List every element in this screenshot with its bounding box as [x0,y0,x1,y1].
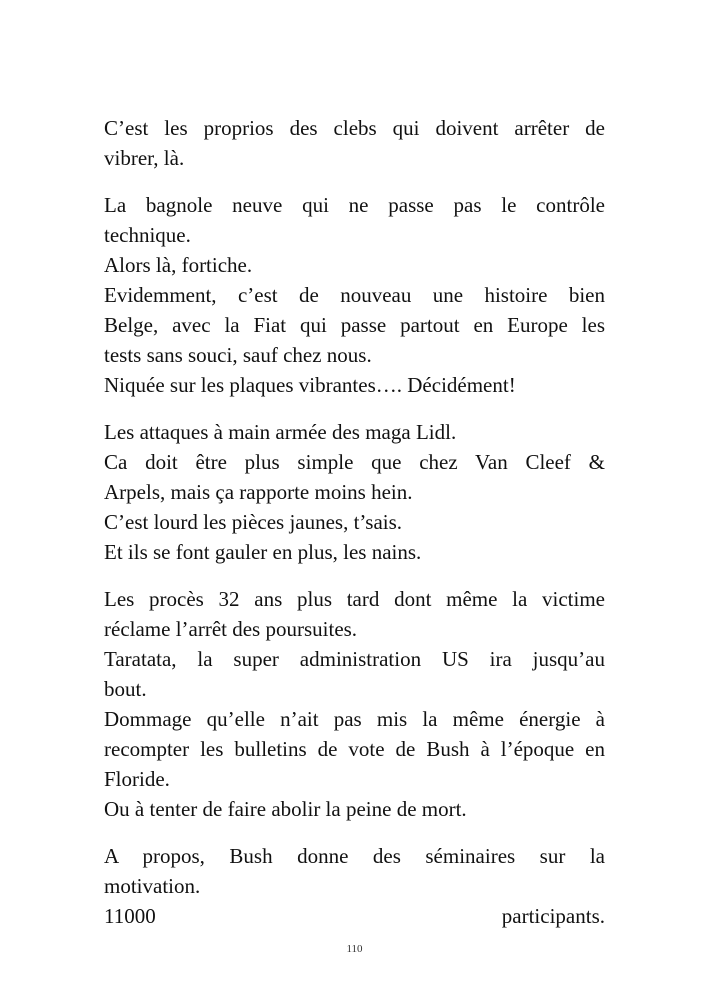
paragraph-3 [104,417,605,567]
text-line: Ca doit être plus simple que chez Van Cleef & [104,450,605,474]
text-line: vibrer, là. [104,146,185,170]
text-line: Arpels, mais ça rapporte moins hein. [104,480,413,504]
text-line: technique. [104,223,191,247]
page-number: 110 [346,943,363,955]
text-line: Dommage qu’elle n’ait pas mis la même énergie à [104,707,605,731]
text-line: La bagnole neuve qui ne passe pas le contrôle [104,193,605,217]
text-line: A propos, Bush donne des séminaires sur la [104,844,605,868]
text-line: Alors là, fortiche. [104,253,253,277]
paragraph-4 [104,584,605,824]
text-line: Floride. [104,767,170,791]
text-line: tests sans souci, sauf chez nous. [104,343,372,367]
text-line: réclame l’arrêt des poursuites. [104,617,358,641]
text-line: Les attaques à main armée des maga Lidl. [104,420,457,444]
text-line: motivation. [104,874,201,898]
text-line: recompter les bulletins de vote de Bush à l’époque en [104,737,605,761]
paragraph-1 [104,113,605,173]
page-body [104,113,605,948]
text-line: C’est les proprios des clebs qui doivent arrêter de [104,116,605,140]
text-line: Ou à tenter de faire abolir la peine de mort. [104,797,467,821]
paragraph-5 [104,841,605,931]
text-line: Evidemment, c’est de nouveau une histoire bien [104,283,605,307]
text-line: Belge, avec la Fiat qui passe partout en Europe les [104,313,605,337]
text-line: bout. [104,677,147,701]
text-line: 11000 participants. [104,904,605,928]
text-line: Et ils se font gauler en plus, les nains. [104,540,422,564]
text-line: C’est lourd les pièces jaunes, t’sais. [104,510,403,534]
text-line: Niquée sur les plaques vibrantes…. Décidément! [104,373,516,397]
paragraph-2 [104,190,605,400]
text-line: Les procès 32 ans plus tard dont même la victime [104,587,605,611]
text-line: Taratata, la super administration US ira jusqu’au [104,647,605,671]
